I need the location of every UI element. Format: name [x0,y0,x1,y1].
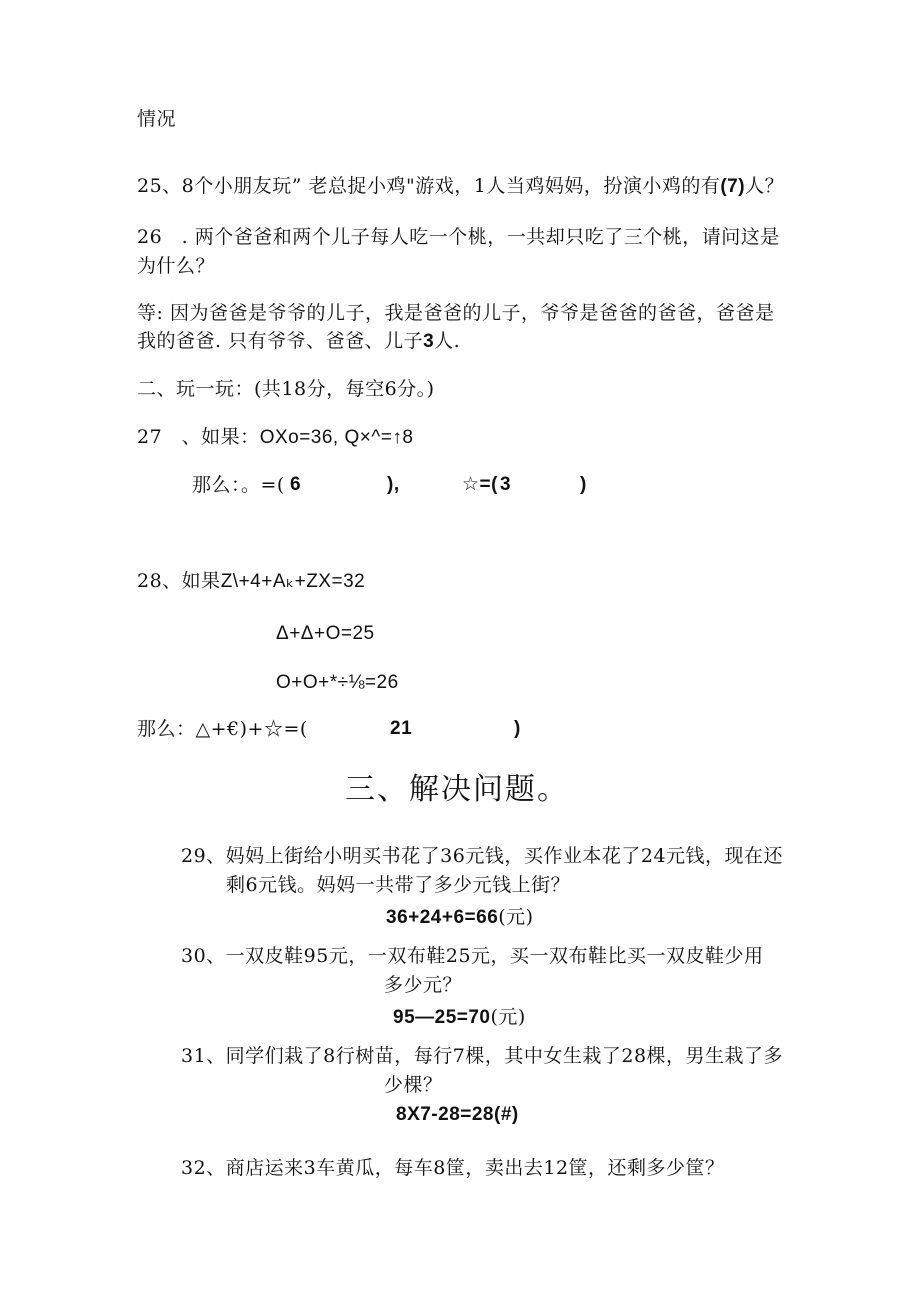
question-26-line2: 为什么？ [137,255,216,277]
question-30-answer-unit: (元) [490,1006,526,1028]
question-30-answer-expression: 95—25=70 [393,1007,491,1028]
question-26-answer-line2 [137,328,460,355]
question-27-star-label: ☆=( [462,474,498,495]
question-27-answers [192,472,612,500]
question-27-answer-1: 6 [290,474,302,495]
question-30-line1: 30、一双皮鞋95元，一双布鞋25元，买一双布鞋比买一双皮鞋少用 [181,945,764,967]
question-28-then-label: 那么：△+€)+☆=( [137,718,308,740]
question-28-label: 28、如果 [137,570,221,592]
question-29-answer-expression: 36+24+6=66 [386,907,499,928]
question-28-equation-3: O+O+*÷⅛=26 [276,672,399,693]
question-28 [137,568,365,595]
question-27-answer-2: 3 [500,474,512,495]
question-26-answer-text: 我的爸爸. 只有爷爷、爸爸、儿子 [137,330,424,352]
question-30-answer [393,1004,526,1031]
question-30-line2: 多少元？ [384,974,463,996]
question-28-equation-2: Δ+Δ+O=25 [276,623,375,644]
question-29-answer-unit: (元) [498,906,534,928]
question-25-answer: (7) [720,176,746,197]
question-27-then-label: 那么：。=( [192,474,285,496]
question-28-answer-line [137,716,537,744]
question-26-answer-line1: 等: 因为爸爸是爷爷的儿子，我是爸爸的儿子，爷爷是爸爸的爸爸，爸爸是 [137,302,775,324]
previous-question-tail: 情况 [137,108,177,130]
question-27-label: 27 、如果： [137,426,260,448]
question-31-line1: 31、同学们栽了8行树苗，每行7棵，其中女生栽了28棵，男生栽了多 [181,1045,784,1067]
question-25 [137,173,784,200]
question-25-text: 25、8个小朋友玩” 老总捉小鸡"游戏，1人当鸡妈妈，扮演小鸡的有 [137,175,721,197]
question-31-line2: 少棵？ [384,1074,443,1096]
question-29-answer [386,904,534,931]
question-27-equation: OXo=36, Q×^=↑8 [259,427,414,448]
question-28-equation-1: Z\+4+Aₖ+ZX=32 [220,571,366,592]
question-31-answer: 8X7-28=28(#) [396,1104,519,1125]
question-27-close-2: ) [580,474,587,495]
question-29-line2: 剩6元钱。妈妈一共带了多少元钱上街？ [226,874,571,896]
section-2-title: 二、玩一玩：(共18分，每空6分。) [137,378,435,400]
section-3-title: 三、解决问题。 [345,772,569,807]
question-27-close-1: ), [387,474,400,495]
question-32-line1: 32、商店运来3车黄瓜，每车8筐，卖出去12筐，还剩多少筐？ [181,1157,725,1179]
question-28-answer: 21 [390,718,413,739]
question-27 [137,424,413,451]
question-29-line1: 29、妈妈上街给小明买书花了36元钱，买作业本花了24元钱，现在还 [181,845,784,867]
question-26-line1: 26 . 两个爸爸和两个儿子每人吃一个桃，一共却只吃了三个桃，请问这是 [137,226,780,248]
question-26-answer-unit: 人. [434,330,461,352]
question-28-close: ) [514,718,521,739]
question-25-tail: 人？ [745,175,785,197]
question-26-answer-number: 3 [423,331,435,352]
